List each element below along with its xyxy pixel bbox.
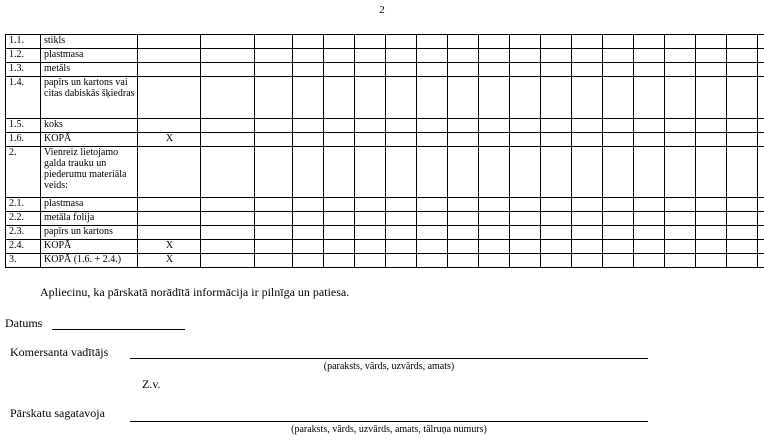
table-cell[interactable] [634, 212, 665, 226]
table-cell[interactable] [541, 133, 572, 147]
table-cell[interactable] [603, 240, 634, 254]
row-material: papīrs un kartons [41, 226, 138, 240]
table-cell[interactable] [665, 63, 696, 77]
table-cell[interactable] [665, 119, 696, 133]
table-cell[interactable] [727, 77, 758, 119]
table-row [6, 212, 764, 226]
table-cell[interactable] [324, 35, 355, 49]
table-cell[interactable] [448, 133, 479, 147]
row-number: 1.1. [6, 35, 41, 49]
table-cell[interactable] [293, 212, 324, 226]
row-number: 3. [6, 254, 41, 268]
table-cell[interactable] [417, 198, 448, 212]
table-cell[interactable] [572, 77, 603, 119]
table-cell[interactable] [293, 254, 324, 268]
table-cell[interactable] [386, 119, 417, 133]
table-cell[interactable] [479, 198, 510, 212]
declaration-text: Apliecinu, ka pārskatā norādītā informācija ir pilnīga un patiesa. [40, 285, 350, 299]
table-row [6, 147, 764, 198]
table-cell[interactable] [758, 77, 764, 119]
date-label: Datums [5, 316, 43, 330]
table-cell[interactable] [696, 49, 727, 63]
table-cell[interactable] [572, 35, 603, 49]
table-cell[interactable] [696, 212, 727, 226]
table-cell[interactable] [634, 147, 665, 198]
table-cell[interactable] [255, 240, 293, 254]
table-cell[interactable] [510, 119, 541, 133]
page-number: 2 [379, 4, 385, 16]
table-cell[interactable] [417, 212, 448, 226]
table-cell[interactable] [255, 77, 293, 119]
table-cell[interactable] [201, 49, 255, 63]
table-cell[interactable] [255, 119, 293, 133]
table-cell[interactable] [572, 63, 603, 77]
table-cell[interactable] [201, 254, 255, 268]
table-cell[interactable] [201, 198, 255, 212]
table-cell[interactable] [572, 198, 603, 212]
table-cell[interactable] [510, 49, 541, 63]
table-cell[interactable] [510, 212, 541, 226]
row-mark: X [138, 133, 201, 147]
row-material: plastmasa [41, 198, 138, 212]
table-cell[interactable] [696, 133, 727, 147]
table-cell[interactable] [355, 198, 386, 212]
row-material: KOPĀ [41, 240, 138, 254]
table-cell[interactable] [355, 133, 386, 147]
table-cell[interactable] [696, 35, 727, 49]
table-cell[interactable] [572, 226, 603, 240]
preparer-label: Pārskatu sagatavoja [10, 406, 105, 420]
table-cell[interactable] [510, 63, 541, 77]
table-cell[interactable] [201, 63, 255, 77]
table-cell[interactable] [355, 119, 386, 133]
row-mark [138, 49, 201, 63]
table-cell[interactable] [386, 254, 417, 268]
stamp-label: Z.v. [142, 377, 161, 391]
row-number: 2. [6, 147, 41, 198]
preparer-signature-field[interactable] [130, 406, 648, 422]
table-cell[interactable] [634, 35, 665, 49]
table-cell[interactable] [541, 63, 572, 77]
table-cell[interactable] [355, 147, 386, 198]
table-cell[interactable] [665, 240, 696, 254]
table-cell[interactable] [696, 198, 727, 212]
table-cell[interactable] [541, 212, 572, 226]
row-number: 1.6. [6, 133, 41, 147]
table-cell[interactable] [727, 147, 758, 198]
report-table [5, 34, 764, 268]
table-cell[interactable] [665, 133, 696, 147]
table-cell[interactable] [727, 212, 758, 226]
table-cell[interactable] [479, 147, 510, 198]
table-cell[interactable] [417, 240, 448, 254]
table-cell[interactable] [696, 63, 727, 77]
table-row [6, 63, 764, 77]
row-material: koks [41, 119, 138, 133]
table-cell[interactable] [727, 119, 758, 133]
table-cell[interactable] [758, 198, 764, 212]
table-cell[interactable] [603, 63, 634, 77]
table-cell[interactable] [448, 35, 479, 49]
table-cell[interactable] [293, 119, 324, 133]
table-cell[interactable] [665, 35, 696, 49]
table-cell[interactable] [634, 254, 665, 268]
row-number: 2.1. [6, 198, 41, 212]
table-cell[interactable] [386, 147, 417, 198]
table-cell[interactable] [324, 226, 355, 240]
row-material: metāla folija [41, 212, 138, 226]
table-cell[interactable] [417, 63, 448, 77]
table-cell[interactable] [758, 119, 764, 133]
table-cell[interactable] [479, 119, 510, 133]
table-cell[interactable] [324, 147, 355, 198]
table-cell[interactable] [448, 49, 479, 63]
table-cell[interactable] [293, 198, 324, 212]
table-cell[interactable] [541, 254, 572, 268]
table-cell[interactable] [293, 77, 324, 119]
table-cell[interactable] [293, 35, 324, 49]
table-cell[interactable] [634, 63, 665, 77]
table-cell[interactable] [541, 77, 572, 119]
table-cell[interactable] [758, 49, 764, 63]
table-cell[interactable] [572, 49, 603, 63]
row-material: KOPĀ [41, 133, 138, 147]
table-cell[interactable] [386, 198, 417, 212]
table-cell[interactable] [727, 63, 758, 77]
row-mark [138, 35, 201, 49]
table-cell[interactable] [324, 254, 355, 268]
table-cell[interactable] [255, 226, 293, 240]
table-cell[interactable] [324, 212, 355, 226]
table-cell[interactable] [201, 226, 255, 240]
table-cell[interactable] [479, 35, 510, 49]
table-cell[interactable] [448, 226, 479, 240]
table-cell[interactable] [355, 77, 386, 119]
table-cell[interactable] [255, 212, 293, 226]
row-number: 1.3. [6, 63, 41, 77]
table-cell[interactable] [355, 49, 386, 63]
table-cell[interactable] [727, 254, 758, 268]
row-mark [138, 147, 201, 198]
table-cell[interactable] [201, 133, 255, 147]
table-row [6, 240, 764, 254]
table-cell[interactable] [665, 49, 696, 63]
table-cell[interactable] [201, 35, 255, 49]
table-cell[interactable] [417, 147, 448, 198]
table-cell[interactable] [510, 226, 541, 240]
table-cell[interactable] [696, 119, 727, 133]
table-cell[interactable] [255, 63, 293, 77]
table-cell[interactable] [541, 49, 572, 63]
table-cell[interactable] [293, 240, 324, 254]
table-cell[interactable] [448, 77, 479, 119]
table-cell[interactable] [603, 254, 634, 268]
table-row [6, 133, 764, 147]
row-material: metāls [41, 63, 138, 77]
head-signature-hint: (paraksts, vārds, uzvārds, amats) [323, 361, 455, 372]
table-cell[interactable] [324, 63, 355, 77]
table-cell[interactable] [510, 198, 541, 212]
table-cell[interactable] [479, 254, 510, 268]
table-cell[interactable] [479, 77, 510, 119]
table-cell[interactable] [201, 119, 255, 133]
table-cell[interactable] [510, 133, 541, 147]
table-cell[interactable] [417, 77, 448, 119]
table-cell[interactable] [696, 240, 727, 254]
table-cell[interactable] [386, 212, 417, 226]
table-row [6, 119, 764, 133]
table-cell[interactable] [727, 198, 758, 212]
table-cell[interactable] [417, 35, 448, 49]
table-cell[interactable] [201, 212, 255, 226]
report-table-body [6, 35, 764, 268]
table-cell[interactable] [758, 240, 764, 254]
date-field[interactable] [52, 316, 185, 330]
table-cell[interactable] [255, 49, 293, 63]
table-cell[interactable] [201, 240, 255, 254]
table-cell[interactable] [572, 147, 603, 198]
table-cell[interactable] [727, 226, 758, 240]
table-cell[interactable] [665, 226, 696, 240]
table-cell[interactable] [417, 226, 448, 240]
table-cell[interactable] [634, 119, 665, 133]
row-material: KOPĀ (1.6. + 2.4.) [41, 254, 138, 268]
table-cell[interactable] [255, 35, 293, 49]
table-cell[interactable] [355, 226, 386, 240]
table-cell[interactable] [293, 49, 324, 63]
table-cell[interactable] [696, 226, 727, 240]
table-cell[interactable] [417, 119, 448, 133]
table-cell[interactable] [355, 212, 386, 226]
table-cell[interactable] [665, 198, 696, 212]
table-cell[interactable] [634, 240, 665, 254]
table-cell[interactable] [324, 119, 355, 133]
row-mark [138, 77, 201, 119]
table-cell[interactable] [665, 77, 696, 119]
table-row [6, 254, 764, 268]
table-cell[interactable] [479, 226, 510, 240]
table-cell[interactable] [603, 133, 634, 147]
table-cell[interactable] [758, 147, 764, 198]
table-cell[interactable] [603, 212, 634, 226]
table-cell[interactable] [479, 63, 510, 77]
row-mark [138, 119, 201, 133]
table-cell[interactable] [448, 147, 479, 198]
table-cell[interactable] [541, 198, 572, 212]
table-cell[interactable] [479, 133, 510, 147]
table-cell[interactable] [510, 77, 541, 119]
table-cell[interactable] [603, 226, 634, 240]
table-cell[interactable] [255, 198, 293, 212]
table-cell[interactable] [572, 119, 603, 133]
table-cell[interactable] [758, 133, 764, 147]
table-cell[interactable] [324, 77, 355, 119]
table-cell[interactable] [758, 63, 764, 77]
table-row [6, 226, 764, 240]
table-cell[interactable] [448, 212, 479, 226]
table-cell[interactable] [665, 254, 696, 268]
table-cell[interactable] [603, 49, 634, 63]
table-cell[interactable] [510, 35, 541, 49]
table-cell[interactable] [727, 35, 758, 49]
head-signature-field[interactable] [130, 345, 648, 359]
table-cell[interactable] [255, 133, 293, 147]
table-cell[interactable] [355, 63, 386, 77]
table-cell[interactable] [355, 240, 386, 254]
table-cell[interactable] [386, 35, 417, 49]
table-cell[interactable] [541, 240, 572, 254]
table-cell[interactable] [386, 77, 417, 119]
table-cell[interactable] [541, 226, 572, 240]
table-cell[interactable] [758, 254, 764, 268]
table-cell[interactable] [758, 35, 764, 49]
table-cell[interactable] [255, 254, 293, 268]
table-cell[interactable] [603, 35, 634, 49]
table-cell[interactable] [479, 240, 510, 254]
table-cell[interactable] [758, 226, 764, 240]
table-cell[interactable] [603, 147, 634, 198]
table-cell[interactable] [386, 226, 417, 240]
table-cell[interactable] [355, 254, 386, 268]
table-cell[interactable] [448, 240, 479, 254]
table-cell[interactable] [603, 77, 634, 119]
preparer-signature-hint: (paraksts, vārds, uzvārds, amats, tālruņa numurs) [291, 424, 487, 435]
table-cell[interactable] [603, 198, 634, 212]
table-row [6, 198, 764, 212]
table-cell[interactable] [417, 254, 448, 268]
row-mark: X [138, 254, 201, 268]
table-cell[interactable] [324, 240, 355, 254]
row-mark [138, 198, 201, 212]
table-cell[interactable] [572, 133, 603, 147]
row-material: Vienreiz lietojamo galda trauku un piederumu materiāla veids: [41, 147, 138, 198]
head-label: Komersanta vadītājs [10, 345, 109, 359]
table-cell[interactable] [634, 133, 665, 147]
table-cell[interactable] [293, 63, 324, 77]
table-cell[interactable] [758, 212, 764, 226]
table-cell[interactable] [417, 133, 448, 147]
table-cell[interactable] [479, 212, 510, 226]
table-cell[interactable] [324, 198, 355, 212]
table-cell[interactable] [201, 77, 255, 119]
table-cell[interactable] [603, 119, 634, 133]
table-cell[interactable] [293, 147, 324, 198]
table-cell[interactable] [201, 147, 255, 198]
table-cell[interactable] [293, 226, 324, 240]
table-cell[interactable] [417, 49, 448, 63]
table-cell[interactable] [386, 240, 417, 254]
table-cell[interactable] [448, 254, 479, 268]
table-cell[interactable] [510, 240, 541, 254]
row-number: 2.3. [6, 226, 41, 240]
table-cell[interactable] [510, 147, 541, 198]
table-cell[interactable] [386, 49, 417, 63]
table-row [6, 35, 764, 49]
table-cell[interactable] [324, 49, 355, 63]
table-cell[interactable] [572, 254, 603, 268]
table-cell[interactable] [448, 198, 479, 212]
row-material: stikls [41, 35, 138, 49]
table-cell[interactable] [293, 133, 324, 147]
table-cell[interactable] [696, 77, 727, 119]
table-cell[interactable] [386, 133, 417, 147]
table-cell[interactable] [541, 119, 572, 133]
table-cell[interactable] [696, 254, 727, 268]
row-number: 2.2. [6, 212, 41, 226]
table-cell[interactable] [541, 35, 572, 49]
row-material: plastmasa [41, 49, 138, 63]
table-cell[interactable] [634, 198, 665, 212]
table-cell[interactable] [324, 133, 355, 147]
table-cell[interactable] [386, 63, 417, 77]
row-mark [138, 63, 201, 77]
table-cell[interactable] [541, 147, 572, 198]
table-cell[interactable] [634, 77, 665, 119]
table-cell[interactable] [634, 49, 665, 63]
table-cell[interactable] [696, 147, 727, 198]
table-cell[interactable] [665, 212, 696, 226]
row-number: 1.5. [6, 119, 41, 133]
table-cell[interactable] [572, 240, 603, 254]
row-mark: X [138, 240, 201, 254]
table-cell[interactable] [665, 147, 696, 198]
table-cell[interactable] [355, 35, 386, 49]
table-cell[interactable] [634, 226, 665, 240]
table-cell[interactable] [448, 63, 479, 77]
table-cell[interactable] [255, 147, 293, 198]
table-cell[interactable] [727, 240, 758, 254]
table-cell[interactable] [727, 49, 758, 63]
table-cell[interactable] [510, 254, 541, 268]
row-material: papīrs un kartons vai citas dabiskās šķiedras [41, 77, 138, 119]
row-mark [138, 212, 201, 226]
row-number: 2.4. [6, 240, 41, 254]
row-number: 1.2. [6, 49, 41, 63]
row-mark [138, 226, 201, 240]
row-number: 1.4. [6, 77, 41, 119]
table-row [6, 49, 764, 63]
table-cell[interactable] [572, 212, 603, 226]
table-cell[interactable] [479, 49, 510, 63]
table-cell[interactable] [448, 119, 479, 133]
table-cell[interactable] [727, 133, 758, 147]
table-row [6, 77, 764, 119]
